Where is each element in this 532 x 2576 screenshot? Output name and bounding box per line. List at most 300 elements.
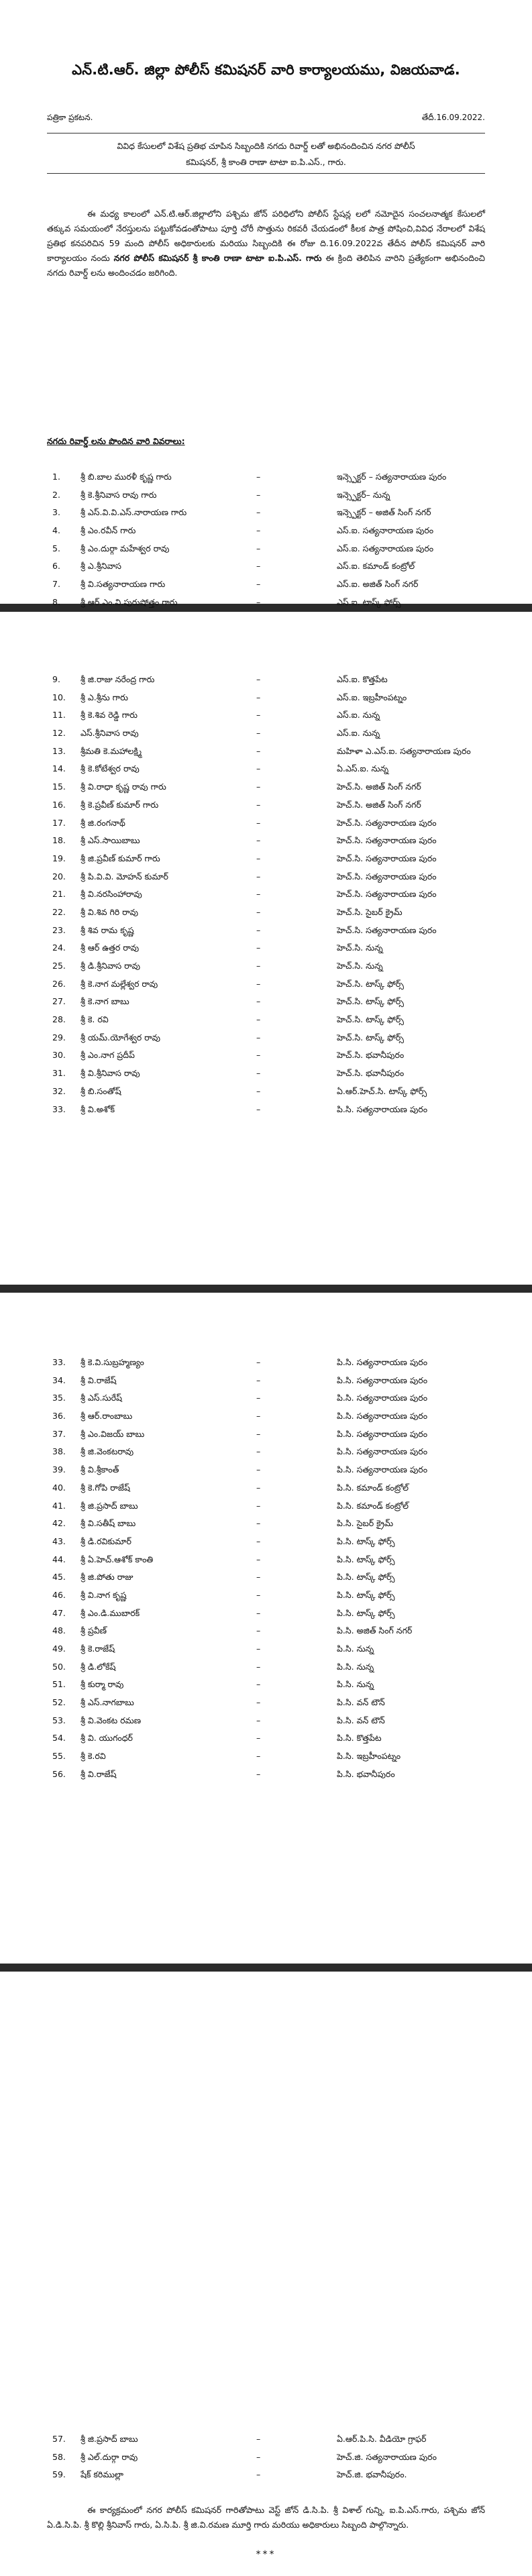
separator-dash: –	[256, 1554, 261, 1564]
separator-dash: –	[256, 489, 261, 500]
list-item	[0, 504, 532, 522]
serial-number: 10.	[52, 692, 66, 702]
recipient-designation: హెచ్.సి. అజిత్ సింగ్ నగర్	[337, 799, 421, 810]
reward-list-page-2	[0, 671, 532, 1118]
header-rule-bottom	[47, 173, 485, 174]
recipient-designation: హెచ్.సి. సత్యనారాయణ పురం	[337, 853, 437, 863]
list-item	[0, 1568, 532, 1587]
separator-dash: –	[256, 763, 261, 774]
recipient-name: శ్రీ బి.సంతోష్	[81, 1085, 121, 1096]
separator-dash: –	[256, 1679, 261, 1690]
serial-number: 27.	[52, 996, 66, 1007]
recipient-designation: ఎస్.ఐ. టాస్క్ ఫోర్స్	[337, 596, 401, 607]
page-divider	[0, 1285, 532, 1293]
recipient-name: శ్రీ కె.శివ రెడ్డి గారు	[81, 710, 138, 720]
list-item	[0, 1011, 532, 1029]
separator-dash: –	[256, 579, 261, 590]
recipient-name: శ్రీ జి.వెంకటరావు	[81, 1446, 134, 1457]
list-item	[0, 594, 532, 612]
separator-dash: –	[256, 1625, 261, 1636]
recipient-name: శ్రీ జి.రంగనాథ్	[81, 817, 125, 828]
serial-number: 16.	[52, 799, 66, 810]
subject-line-2: కమిషనర్, శ్రీ కాంతి రాణా టాటా ఐ.పి.ఎస్., గారు.	[186, 157, 346, 167]
reward-list-page-4	[0, 2430, 532, 2484]
recipient-name: శ్రీ డి.రవికుమార్	[81, 1536, 131, 1546]
recipient-designation: ఇన్స్పెక్టర్ – అజిత్ సింగ్ నగర్	[337, 507, 431, 518]
separator-dash: –	[256, 543, 261, 553]
recipient-name: షేక్ కరిముల్లా	[81, 2469, 123, 2480]
separator-dash: –	[256, 596, 261, 607]
list-item	[0, 796, 532, 814]
separator-dash: –	[256, 871, 261, 881]
recipient-name: శ్రీ డి.లోకేష్	[81, 1661, 116, 1672]
recipient-designation: పి.సి. సత్యనారాయణ పురం	[337, 1411, 428, 1421]
document-date: తేదీ.16.09.2022.	[421, 113, 485, 122]
serial-number: 17.	[52, 817, 66, 828]
serial-number: 21.	[52, 889, 66, 900]
recipient-name: శ్రీ ఎస్.సాయిబాబు	[81, 835, 140, 846]
list-item	[0, 724, 532, 743]
press-note-label: పత్రికా ప్రకటన.	[47, 113, 93, 122]
separator-dash: –	[256, 1733, 261, 1743]
separator-dash: –	[256, 728, 261, 739]
recipient-designation: పి.సి. సత్యనారాయణ పురం	[337, 1357, 428, 1367]
serial-number: 33.	[52, 1357, 66, 1367]
separator-dash: –	[256, 525, 261, 536]
list-item	[0, 1443, 532, 1461]
recipient-designation: పి.సి. టాస్క్ ఫోర్స్	[337, 1607, 395, 1618]
recipient-name: శ్రీ వి.నాగ కృష్ణ	[81, 1589, 127, 1600]
recipient-designation: హెచ్.సి. సత్యనారాయణ పురం	[337, 889, 437, 900]
list-item	[0, 885, 532, 904]
recipient-name: శ్రీ కె.వి.సుబ్రహ్మణ్యం	[81, 1357, 144, 1367]
recipient-name: శ్రీ వి.శివ గిరి రావు	[81, 906, 138, 917]
separator-dash: –	[256, 1518, 261, 1529]
serial-number: 40.	[52, 1482, 66, 1493]
recipient-designation: పి.సి. కమాండ్ కంట్రోల్	[337, 1500, 409, 1511]
recipient-designation: హెచ్.సి. భవానీపురం	[337, 1050, 405, 1061]
list-item	[0, 1748, 532, 1766]
list-item	[0, 1479, 532, 1497]
recipient-name: శ్రీ డి.శ్రీనివాస రావు	[81, 961, 140, 971]
recipient-name: శ్రీ ఎస్.సురేష్	[81, 1393, 122, 1403]
recipient-designation: పి.సి. భవానీపురం	[337, 1768, 395, 1779]
separator-dash: –	[256, 1482, 261, 1493]
serial-number: 52.	[52, 1697, 66, 1708]
list-item	[0, 706, 532, 724]
recipient-designation: పి.సి. టాస్క్ ఫోర్స్	[337, 1536, 395, 1546]
list-item	[0, 814, 532, 833]
serial-number: 50.	[52, 1661, 66, 1672]
list-item	[0, 1694, 532, 1712]
recipient-name: శ్రీ కె. రవి	[81, 1014, 109, 1025]
separator-dash: –	[256, 2469, 261, 2480]
recipient-designation: హెచ్.సి. సత్యనారాయణ పురం	[337, 817, 437, 828]
recipient-name: శ్రీ ఏ.హెచ్.ఆశోక్ కాంతి	[81, 1554, 154, 1564]
serial-number: 43.	[52, 1536, 66, 1546]
recipient-name: శ్రీ ఎం.నాగ ప్రదీప్	[81, 1050, 135, 1061]
separator-dash: –	[256, 1375, 261, 1385]
separator-dash: –	[256, 817, 261, 828]
separator-dash: –	[256, 2451, 261, 2462]
separator-dash: –	[256, 1446, 261, 1457]
list-item	[0, 850, 532, 868]
recipient-designation: పి.సి. సత్యనారాయణ పురం	[337, 1104, 428, 1114]
separator-dash: –	[256, 799, 261, 810]
separator-dash: –	[256, 1589, 261, 1600]
serial-number: 46.	[52, 1589, 66, 1600]
separator-dash: –	[256, 472, 261, 482]
separator-dash: –	[256, 978, 261, 989]
list-item	[0, 1389, 532, 1407]
recipient-name: శ్రీ వి.శ్రీకాంత్	[81, 1464, 119, 1475]
separator-dash: –	[256, 889, 261, 900]
recipient-name: శ్రీ వి.వెంకట రమణ	[81, 1715, 142, 1725]
list-item	[0, 993, 532, 1011]
recipient-designation: పి.సి. సైబర్ క్రైమ్	[337, 1518, 394, 1529]
recipient-name: శ్రీ ఎం.దుర్గా మహేశ్వర రావు	[81, 543, 170, 553]
serial-number: 38.	[52, 1446, 66, 1457]
serial-number: 54.	[52, 1733, 66, 1743]
recipient-designation: ఎస్.ఐ. నున్న	[337, 728, 380, 739]
recipient-designation: హెచ్.సి. సత్యనారాయణ పురం	[337, 871, 437, 881]
serial-number: 33.	[52, 1104, 66, 1114]
recipient-name: శ్రీ కుర్మా రావు	[81, 1679, 124, 1690]
recipient-designation: హెచ్.జి. సత్యనారాయణ పురం	[337, 2451, 437, 2462]
serial-number: 8.	[52, 596, 60, 607]
recipient-designation: మహిళా ఎ.ఎస్.ఐ. సత్యనారాయణ పురం	[337, 745, 471, 756]
recipient-name: శ్రీ కె.రవి	[81, 1751, 106, 1762]
recipient-designation: ఎస్.ఐ. కమాండ్ కంట్రోల్	[337, 561, 415, 572]
separator-dash: –	[256, 1715, 261, 1725]
recipient-name: శ్రీ ఆర్.రాంబాబు	[81, 1411, 133, 1421]
recipient-name: శ్రీ వి.సతీష్ బాబు	[81, 1518, 136, 1529]
list-item	[0, 832, 532, 850]
list-item	[0, 1426, 532, 1444]
recipient-name: శ్రీ కె.శ్రీనివాస రావు గారు	[81, 489, 157, 500]
body-text-1: ఈ మధ్య కాలంలో ఎన్.టి.ఆర్.జిల్లాలోని పశ్చిమ జోన్ పరిధిలోని పోలీస్ స్టేషన్ల లలో నమోదైన సంచలనాత్మక కేసులలో తక్కువ సమయంలో నేరస్తులను పట్టుకోవడంతోపాటు పూర్తి చోరీ సొత్తును రికవరీ చేయడంలో కీలక పాత్ర పోషించి,వివిధ నేరాలలో విశేష ప్రతిభ కనపరిచిన 59 మంది పోలీస్ అధికారులకు మరియు సిబ్బందికి ఈ రోజు ది.16.09.2022వ తేదీన పోలీస్ కమిషనర్ వారి కార్యాలయం నందు	[47, 209, 485, 263]
list-item	[0, 1372, 532, 1390]
serial-number: 57.	[52, 2434, 66, 2444]
recipient-name: శ్రీ ఆర్.ఎం.వి.పురుషోత్తం గారు	[81, 596, 178, 607]
separator-dash: –	[256, 1751, 261, 1762]
serial-number: 29.	[52, 1032, 66, 1042]
recipient-designation: హెచ్.సి. టాస్క్ ఫోర్స్	[337, 1032, 404, 1042]
serial-number: 1.	[52, 472, 60, 482]
recipient-name: శ్రీ వి.రాధా కృష్ణ రావు గారు	[81, 782, 166, 792]
recipient-designation: ఇన్స్పెక్టర్ – సత్యనారాయణ పురం	[337, 472, 447, 482]
separator-dash: –	[256, 1393, 261, 1403]
list-item	[0, 2466, 532, 2484]
recipient-designation: హెచ్.సి. అజిత్ సింగ్ నగర్	[337, 782, 421, 792]
recipient-name: శ్రీ కె.ప్రవీణ్ కుమార్ గారు	[81, 799, 159, 810]
list-item	[0, 1605, 532, 1623]
list-item	[0, 1354, 532, 1372]
recipient-name: శ్రీమతి కె.మహాలక్ష్మి	[81, 745, 142, 756]
page-divider	[0, 1964, 532, 1972]
separator-dash: –	[256, 1411, 261, 1421]
serial-number: 5.	[52, 543, 60, 553]
separator-dash: –	[256, 943, 261, 953]
body-text-2: ఈ క్రింది తెలిపిన వారిని ప్రత్యేకంగా అభినందించి నగదు రివార్డ్ లను అందించడం జరిగింది.	[47, 253, 485, 278]
recipient-designation: పి.సి. అజిత్ సింగ్ నగర్	[337, 1625, 413, 1636]
recipient-name: శ్రీ వి. యుగంధర్	[81, 1733, 133, 1743]
list-item	[0, 671, 532, 689]
separator-dash: –	[256, 1428, 261, 1439]
press-note-meta	[47, 113, 485, 125]
list-item	[0, 1029, 532, 1047]
recipient-name: శ్రీ జి.పోతు రాజు	[81, 1572, 134, 1582]
list-item	[0, 1533, 532, 1551]
list-item	[0, 1729, 532, 1748]
separator-dash: –	[256, 692, 261, 702]
recipient-designation: హెచ్.సి. సైబర్ క్రైమ్	[337, 906, 403, 917]
list-item	[0, 1622, 532, 1640]
serial-number: 23.	[52, 924, 66, 935]
recipient-name: శ్రీ వి.శ్రీనివాస రావు	[81, 1068, 140, 1079]
serial-number: 48.	[52, 1625, 66, 1636]
recipient-name: శ్రీ ఎం.డి.ముబారక్	[81, 1607, 140, 1618]
end-marker: ***	[256, 2549, 276, 2560]
serial-number: 12.	[52, 728, 66, 739]
recipient-designation: హెచ్.సి. టాస్క్ ఫోర్స్	[337, 1014, 404, 1025]
list-item	[0, 1407, 532, 1426]
serial-number: 39.	[52, 1464, 66, 1475]
serial-number: 14.	[52, 763, 66, 774]
separator-dash: –	[256, 1104, 261, 1114]
separator-dash: –	[256, 1697, 261, 1708]
serial-number: 59.	[52, 2469, 66, 2480]
serial-number: 18.	[52, 835, 66, 846]
recipient-designation: ఏ.ఆర్.పి.సి. వీడియో గ్రాఫర్	[337, 2434, 427, 2444]
recipient-name: శ్రీ ఎ.శ్రీను గారు	[81, 692, 128, 702]
list-item	[0, 522, 532, 540]
serial-number: 55.	[52, 1751, 66, 1762]
list-item	[0, 922, 532, 940]
recipient-designation: పి.సి. ఇబ్రహీంపట్నం	[337, 1751, 401, 1762]
list-item	[0, 468, 532, 486]
recipient-designation: పి.సి. టాస్క్ ఫోర్స్	[337, 1589, 395, 1600]
serial-number: 7.	[52, 579, 60, 590]
list-item	[0, 904, 532, 922]
list-item	[0, 1640, 532, 1658]
recipient-name: శ్రీ వి.రాజేష్	[81, 1375, 117, 1385]
serial-number: 20.	[52, 871, 66, 881]
reward-list-page-3	[0, 1354, 532, 1784]
reward-list-page-1	[0, 468, 532, 612]
serial-number: 35.	[52, 1393, 66, 1403]
recipient-name: శ్రీ వి.అశోక్	[81, 1104, 115, 1114]
list-item	[0, 1712, 532, 1730]
separator-dash: –	[256, 507, 261, 518]
body-paragraph	[47, 207, 485, 280]
document-title: ఎన్.టి.ఆర్. జిల్లా పోలీస్ కమిషనర్ వారి కార్యాలయము, విజయవాడ.	[72, 62, 460, 78]
list-item	[0, 868, 532, 886]
recipient-designation: ఎస్.ఐ. అజిత్ సింగ్ నగర్	[337, 579, 419, 590]
recipient-name: శ్రీ జి.ప్రవీణ్ కుమార్ గారు	[81, 853, 160, 863]
recipient-name: శ్రీ ప్రవీణ్	[81, 1625, 107, 1636]
list-item	[0, 1101, 532, 1119]
recipient-name: శ్రీ ఎం.విజయ్ బాబు	[81, 1428, 145, 1439]
serial-number: 2.	[52, 489, 60, 500]
serial-number: 19.	[52, 853, 66, 863]
list-item	[0, 576, 532, 594]
serial-number: 51.	[52, 1679, 66, 1690]
separator-dash: –	[256, 2434, 261, 2444]
recipient-designation: హెచ్.సి. సత్యనారాయణ పురం	[337, 835, 437, 846]
list-item	[0, 1065, 532, 1083]
serial-number: 56.	[52, 1768, 66, 1779]
recipient-designation: ఎస్.ఐ. సత్యనారాయణ పురం	[337, 543, 434, 553]
separator-dash: –	[256, 1014, 261, 1025]
list-item	[0, 1497, 532, 1515]
recipient-name: శ్రీ బి.బాల మురళీ కృష్ణ గారు	[81, 472, 172, 482]
separator-dash: –	[256, 1661, 261, 1672]
recipient-designation: ఎస్.ఐ. ఇబ్రహీంపట్నం	[337, 692, 407, 702]
serial-number: 11.	[52, 710, 66, 720]
list-item	[0, 1083, 532, 1101]
recipient-designation: హెచ్.సి. నున్న	[337, 943, 383, 953]
recipient-name: శ్రీ యమ్.యోగేశ్వర రావు	[81, 1032, 160, 1042]
recipient-name: శ్రీ కె.కోటేశ్వర రావు	[81, 763, 140, 774]
list-item	[0, 939, 532, 957]
list-item	[0, 540, 532, 558]
serial-number: 3.	[52, 507, 60, 518]
serial-number: 41.	[52, 1500, 66, 1511]
serial-number: 45.	[52, 1572, 66, 1582]
list-item	[0, 1587, 532, 1605]
list-item	[0, 1046, 532, 1065]
recipient-designation: ఎస్.ఐ. నున్న	[337, 710, 380, 720]
serial-number: 47.	[52, 1607, 66, 1618]
serial-number: 15.	[52, 782, 66, 792]
recipient-name: శ్రీ కె.నాగ బాబు	[81, 996, 129, 1007]
list-item	[0, 1551, 532, 1569]
recipient-designation: ఇన్స్పెక్టర్– నున్న	[337, 489, 390, 500]
separator-dash: –	[256, 906, 261, 917]
serial-number: 32.	[52, 1085, 66, 1096]
closing-paragraph: ఈ కార్యక్రమంలో నగర పోలీస్ కమిషనర్ గారితోపాటు వెస్ట్ జోన్ డి.సి.పి. శ్రీ విశాల్ గున్ని, ఐ.పి.ఎస్.గారు, పశ్చిమ జోన్ ఏ.డి.సి.పి. శ్రీ కొల్లి శ్రీనివాస్ గారు, ఏ.సి.పి. శ్రీ జి.వి.రమణ మూర్తి గారు మరియు అధికారులు సిబ్బంది పాల్గొన్నారు.	[47, 2505, 485, 2530]
recipient-name: శ్రీ వి.సత్యనారాయణ గారు	[81, 579, 166, 590]
serial-number: 30.	[52, 1050, 66, 1061]
serial-number: 53.	[52, 1715, 66, 1725]
separator-dash: –	[256, 1050, 261, 1061]
recipient-name: శ్రీ ఎ.శ్రీనివాస	[81, 561, 121, 572]
recipient-designation: పి.సి. సత్యనారాయణ పురం	[337, 1375, 428, 1385]
separator-dash: –	[256, 782, 261, 792]
serial-number: 31.	[52, 1068, 66, 1079]
recipient-designation: ఏ.ఎస్.ఐ. నున్న	[337, 763, 389, 774]
list-item	[0, 1515, 532, 1533]
body-text-bold: నగర పోలీస్ కమిషనర్ శ్రీ కాంతి రాణా టాటా ఐ.పి.ఎస్. గారు	[113, 253, 322, 263]
separator-dash: –	[256, 674, 261, 684]
serial-number: 34.	[52, 1375, 66, 1385]
separator-dash: –	[256, 745, 261, 756]
serial-number: 6.	[52, 561, 60, 572]
list-item	[0, 2430, 532, 2449]
recipient-name: శ్రీ ఆర్ ఉత్తర రావు	[81, 943, 140, 953]
serial-number: 9.	[52, 674, 60, 684]
serial-number: 22.	[52, 906, 66, 917]
recipient-designation: పి.సి. నున్న	[337, 1679, 374, 1690]
list-item	[0, 1461, 532, 1479]
separator-dash: –	[256, 1085, 261, 1096]
separator-dash: –	[256, 924, 261, 935]
reward-list-heading: నగదు రివార్డ్ లను పొందిన వారి వివరాలు:	[47, 436, 185, 446]
recipient-designation: హెచ్.సి. టాస్క్ ఫోర్స్	[337, 996, 404, 1007]
subject-block	[47, 138, 485, 170]
list-item	[0, 743, 532, 761]
separator-dash: –	[256, 1500, 261, 1511]
list-item	[0, 1658, 532, 1676]
separator-dash: –	[256, 961, 261, 971]
serial-number: 36.	[52, 1411, 66, 1421]
recipient-designation: పి.సి. సత్యనారాయణ పురం	[337, 1464, 428, 1475]
separator-dash: –	[256, 835, 261, 846]
list-item	[0, 689, 532, 707]
serial-number: 13.	[52, 745, 66, 756]
separator-dash: –	[256, 1644, 261, 1654]
list-item	[0, 778, 532, 796]
recipient-designation: ఎస్.ఐ. సత్యనారాయణ పురం	[337, 525, 434, 536]
recipient-designation: హెచ్.సి. భవానీపురం	[337, 1068, 405, 1079]
recipient-name: శ్రీ ఎస్.నాగబాబు	[81, 1697, 134, 1708]
list-item	[0, 1676, 532, 1694]
recipient-name: శ్రీ వి.నరసింహారావు	[81, 889, 142, 900]
list-item	[0, 557, 532, 576]
recipient-name: శ్రీ ఎస్.వి.వి.ఎస్.నారాయణ గారు	[81, 507, 187, 518]
serial-number: 42.	[52, 1518, 66, 1529]
serial-number: 4.	[52, 525, 60, 536]
recipient-name: శ్రీ కె.నాగ మల్లేశ్వర రావు	[81, 978, 158, 989]
recipient-name: శ్రీ ఎల్.దుర్గా రావు	[81, 2451, 138, 2462]
list-item	[0, 975, 532, 994]
separator-dash: –	[256, 1607, 261, 1618]
serial-number: 25.	[52, 961, 66, 971]
serial-number: 49.	[52, 1644, 66, 1654]
recipient-designation: హెచ్.సి. సత్యనారాయణ పురం	[337, 924, 437, 935]
separator-dash: –	[256, 1536, 261, 1546]
serial-number: 37.	[52, 1428, 66, 1439]
recipient-name: శ్రీ శివ రామ కృష్ణ	[81, 924, 134, 935]
separator-dash: –	[256, 1068, 261, 1079]
subject-line-1: వివిధ కేసులలో విశేష ప్రతిభ చూపిన సిబ్బందికి నగదు రివార్డ్ లతో అభినందించిన నగర పోలీస్	[117, 141, 415, 151]
recipient-designation: పి.సి. టాస్క్ ఫోర్స్	[337, 1554, 395, 1564]
serial-number: 28.	[52, 1014, 66, 1025]
serial-number: 44.	[52, 1554, 66, 1564]
serial-number: 24.	[52, 943, 66, 953]
separator-dash: –	[256, 853, 261, 863]
list-item	[0, 2449, 532, 2467]
recipient-designation: పి.సి. కొత్తపేట	[337, 1733, 382, 1743]
separator-dash: –	[256, 1768, 261, 1779]
separator-dash: –	[256, 996, 261, 1007]
list-item	[0, 486, 532, 504]
recipient-name: శ్రీ జి.ప్రసాద్ బాబు	[81, 1500, 138, 1511]
recipient-designation: పి.సి. సత్యనారాయణ పురం	[337, 1393, 428, 1403]
recipient-designation: పి.సి. సత్యనారాయణ పురం	[337, 1428, 428, 1439]
recipient-designation: ఎస్.ఐ. కొత్తపేట	[337, 674, 388, 684]
recipient-designation: పి.సి. వన్ టౌన్	[337, 1715, 385, 1725]
recipient-name: శ్రీ ఎం.రవీన్ గారు	[81, 525, 136, 536]
recipient-name: శ్రీ జి.రాజు నరేంద్ర గారు	[81, 674, 155, 684]
separator-dash: –	[256, 1464, 261, 1475]
recipient-name: శ్రీ వి.రాజేష్	[81, 1768, 117, 1779]
recipient-designation: ఏ.ఆర్.హెచ్.సి. టాస్క్ ఫోర్స్	[337, 1085, 427, 1096]
recipient-designation: పి.సి. నున్న	[337, 1644, 374, 1654]
recipient-name: ఎస్.శ్రీనివాస రావు	[81, 728, 139, 739]
recipient-designation: పి.సి. సత్యనారాయణ పురం	[337, 1446, 428, 1457]
